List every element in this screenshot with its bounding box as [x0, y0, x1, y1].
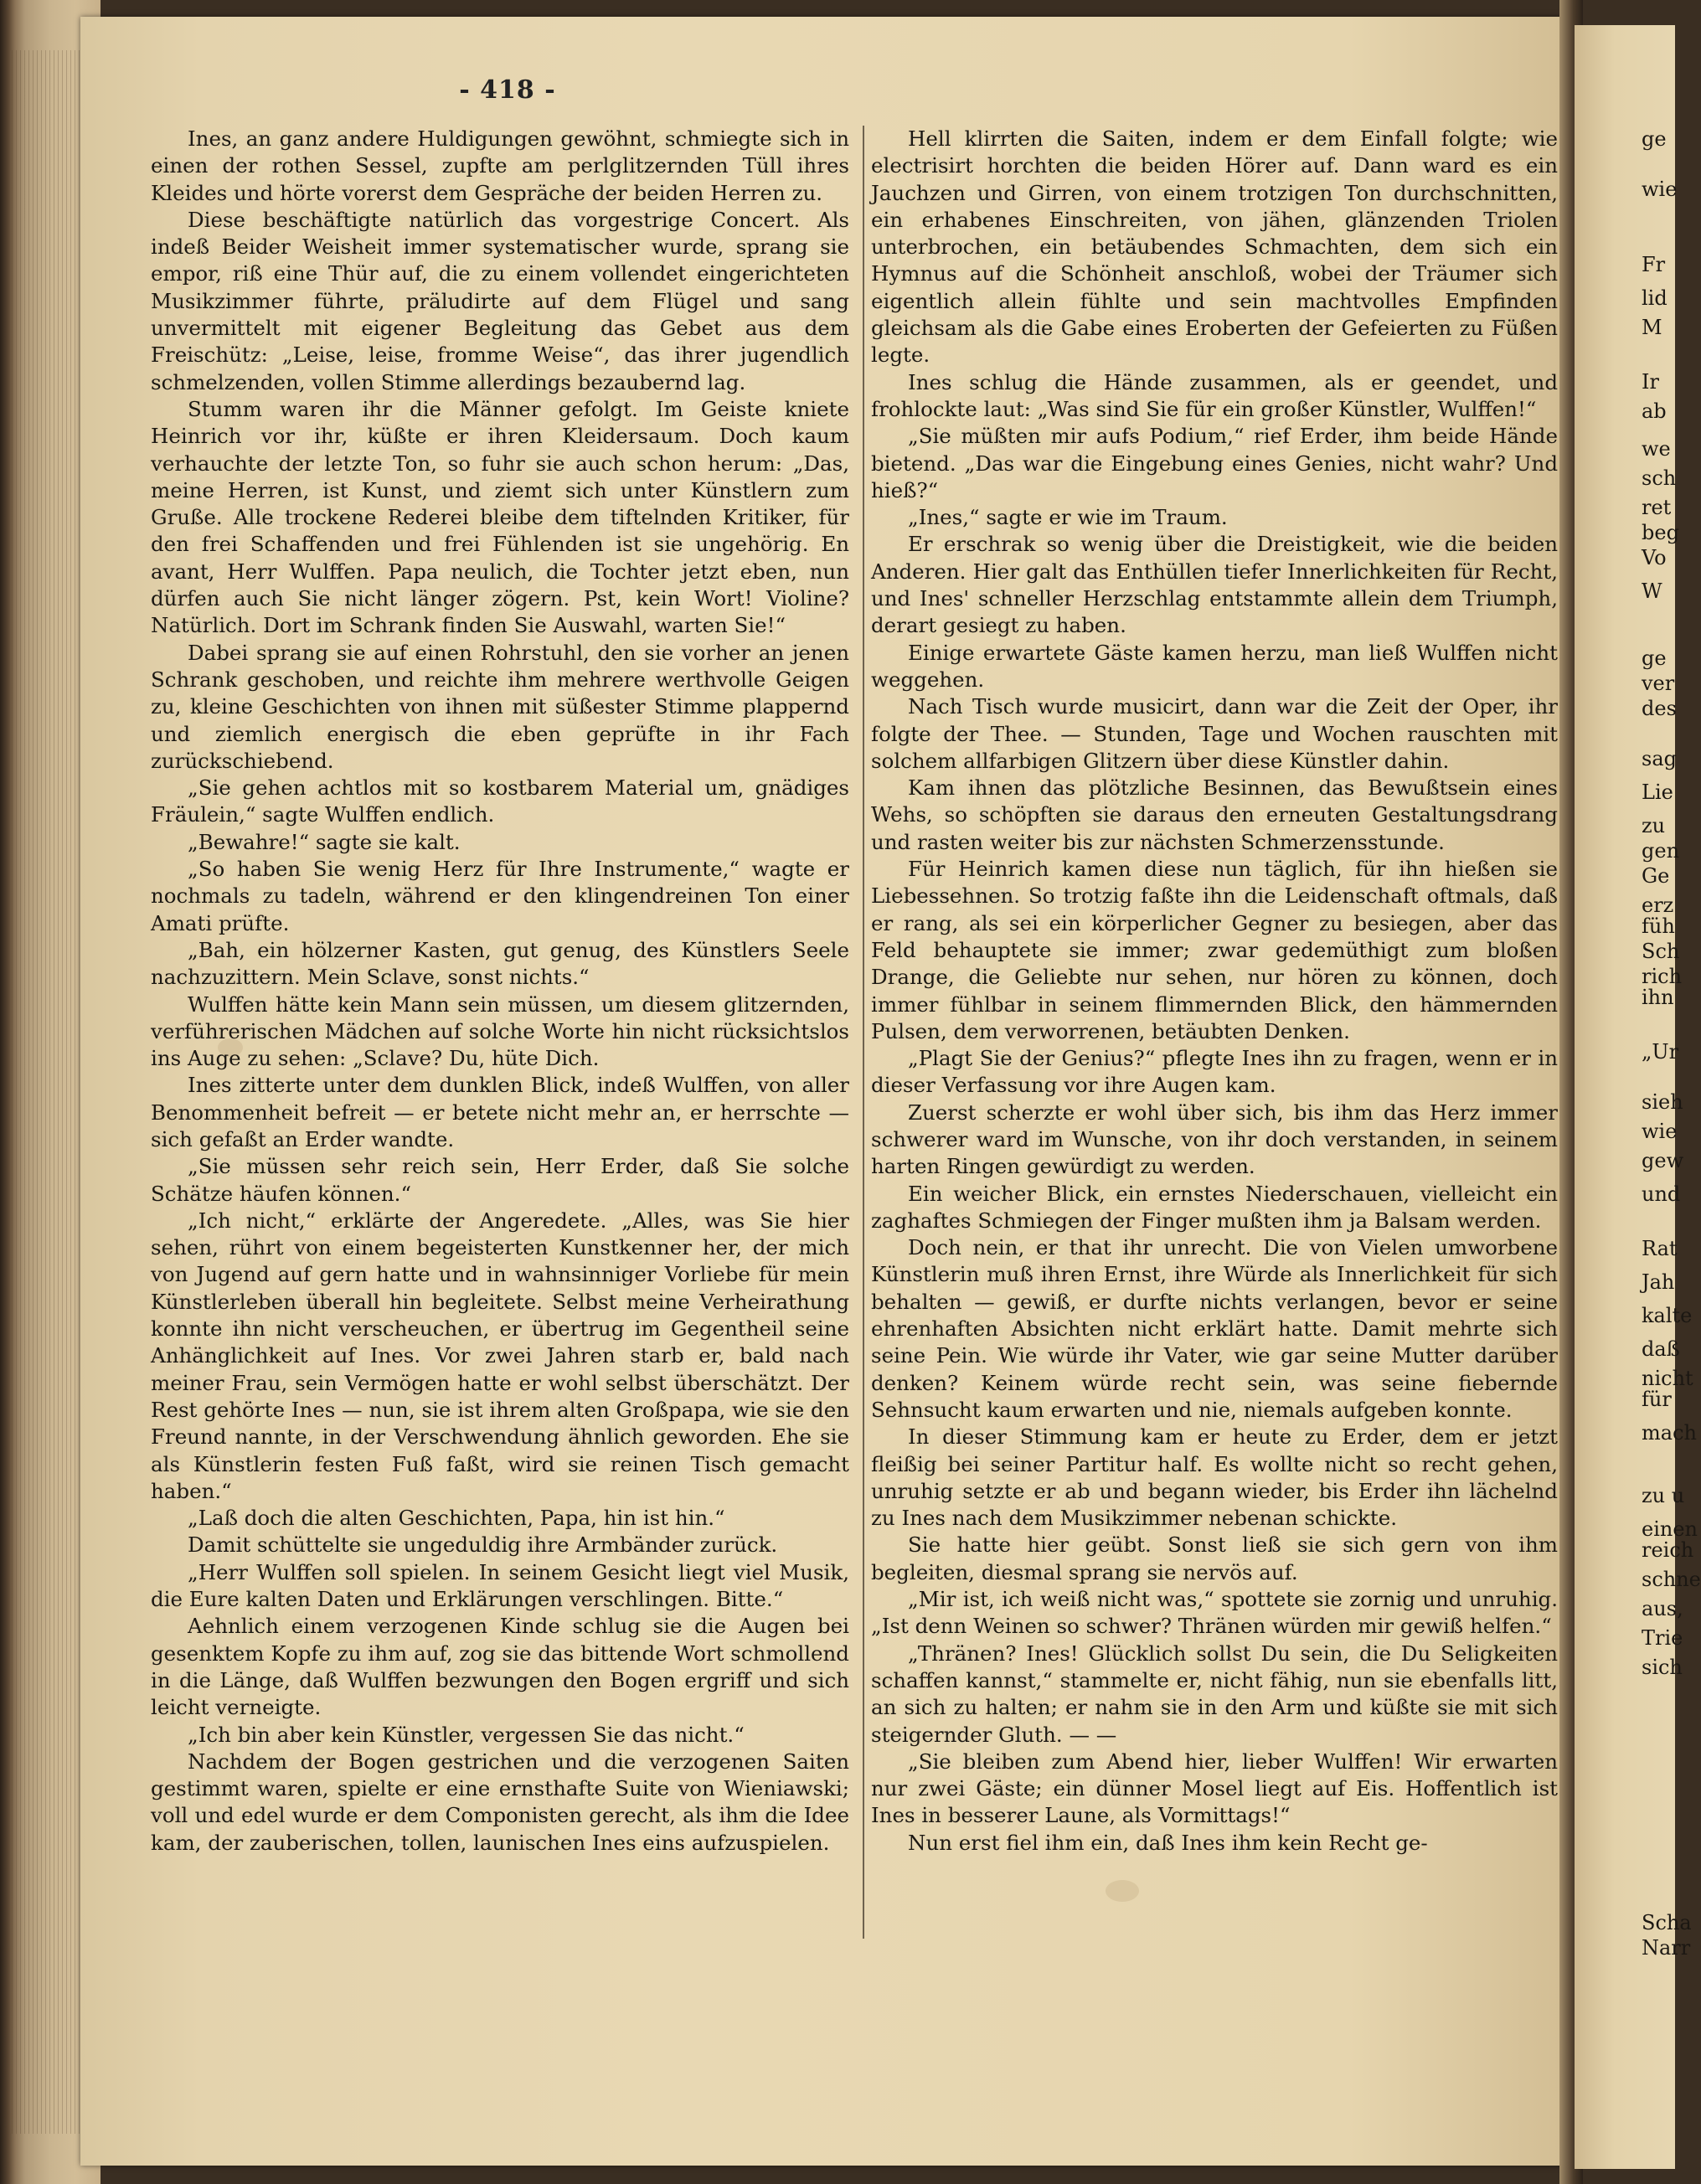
facing-page-text-fragment: nicht: [1642, 1367, 1693, 1390]
facing-page-text-fragment: we: [1642, 437, 1671, 461]
paragraph: In dieser Stimmung kam er heute zu Erder, dem er jetzt fleißig bei seiner Partitur half. Es wollte nicht so recht gehen, unruhig setzte er ab und begann wieder, bis Erder ihn lächelnd zu Ines nach dem Musikzimmer nebenan schickte.: [871, 1424, 1558, 1531]
facing-page-text-fragment: sch: [1642, 466, 1677, 490]
paragraph: „Bah, ein hölzerner Kasten, gut genug, des Künstlers Seele nachzuzittern. Mein Sclave, sonst nichts.“: [151, 937, 849, 990]
paragraph: „Mir ist, ich weiß nicht was,“ spottete sie zornig und unruhig. „Ist denn Weinen so schwer? Thränen würden mir gewiß helfen.“: [871, 1587, 1558, 1639]
paragraph: Wulffen hätte kein Mann sein müssen, um diesem glitzernden, verführerischen Mädchen auf solche Worte hin nicht rücksichtslos ins Auge zu sehen: „Sclave? Du, hüte Dich.: [151, 992, 849, 1071]
paragraph: Einige erwartete Gäste kamen herzu, man ließ Wulffen nicht weggehen.: [871, 640, 1558, 692]
facing-page-text-fragment: Sch: [1642, 940, 1680, 963]
facing-page-text-fragment: sag: [1642, 747, 1677, 770]
text-column-left: [151, 126, 849, 1857]
facing-page-text-fragment: erz: [1642, 894, 1674, 917]
paragraph: Ines zitterte unter dem dunklen Blick, indeß Wulffen, von aller Benommenheit befreit — er betete nicht mehr an, er herrschte — sich gefaßt an Erder wandte.: [151, 1073, 849, 1151]
facing-page-text-fragment: schne: [1642, 1568, 1701, 1591]
facing-page-text-fragment: für: [1642, 1388, 1672, 1411]
paragraph: Ines, an ganz andere Huldigungen gewöhnt, schmiegte sich in einen der rothen Sessel, zupfte am perlglitzernden Tüll ihres Kleides und hörte vorerst dem Gespräche der beiden Herren zu.: [151, 126, 849, 205]
paragraph: Ines schlug die Hände zusammen, als er geendet, und frohlockte laut: „Was sind Sie für ein großer Künstler, Wulffen!“: [871, 369, 1558, 421]
paragraph: Sie hatte hier geübt. Sonst ließ sie sich gern von ihm begleiten, diesmal sprang sie nervös auf.: [871, 1532, 1558, 1584]
paragraph: „Plagt Sie der Genius?“ pflegte Ines ihn zu fragen, wenn er in dieser Verfassung vor ihre Augen kam.: [871, 1046, 1558, 1098]
paragraph: Dabei sprang sie auf einen Rohrstuhl, den sie vorher an jenen Schrank geschoben, und reichte ihm mehrere werthvolle Geigen zu, kleine Geschichten von ihnen mit süßester Stimme plappernd und ziemlich energisch die eben geprüfte in ihr Fach zurückschiebend.: [151, 640, 849, 773]
facing-page-text-fragment: Narr: [1642, 1936, 1691, 1960]
paragraph: „Laß doch die alten Geschichten, Papa, hin ist hin.“: [188, 1506, 725, 1531]
paragraph: „Ich nicht,“ erklärte der Angeredete. „Alles, was Sie hier sehen, rührt von einem begeisterten Kunstkenner her, der mich von Jugend auf gern hatte und in wahnsinniger Vorliebe für mein Künstlerleben überall hin begleitete. Selbst meine Verheirathung konnte ihn nicht verscheuchen, er übertrug im Gegentheil seine Anhänglichkeit auf Ines. Vor zwei Jahren starb er, bald nach meiner Frau, sein Vermögen hatte er wohl selbst überschätzt. Der Rest gehörte Ines — nun, sie ist ihrem alten Großpapa, wie sie den Freund nannte, in der Verschwendung ähnlich geworden. Ehe sie als Künstlerin festen Fuß faßt, wird sie reinen Tisch gemacht haben.“: [151, 1208, 849, 1503]
paragraph: Nun erst fiel ihm ein, daß Ines ihm kein Recht ge-: [908, 1830, 1428, 1855]
facing-page-text-fragment: Rat: [1642, 1237, 1678, 1260]
facing-page-text-fragment: Ir: [1642, 370, 1659, 394]
facing-page-text-fragment: einen: [1642, 1517, 1698, 1541]
paragraph: Ein weicher Blick, ein ernstes Niederschauen, vielleicht ein zaghaftes Schmiegen der Finger mußten ihm ja Balsam werden.: [871, 1181, 1558, 1233]
facing-page-text-fragment: ver: [1642, 672, 1675, 695]
paper-stain: [1106, 1880, 1139, 1902]
facing-page-text-fragment: beg: [1642, 521, 1679, 544]
paragraph: Nach Tisch wurde musicirt, dann war die Zeit der Oper, ihr folgte der Thee. — Stunden, Tage und Wochen rauschten mit solchem allfarbigen Glitzern über diese Künstler dahin.: [871, 694, 1558, 773]
paragraph: „So haben Sie wenig Herz für Ihre Instrumente,“ wagte er nochmals zu tadeln, während er den klingendreinen Ton einer Amati prüfte.: [151, 857, 849, 935]
paragraph: Stumm waren ihr die Männer gefolgt. Im Geiste kniete Heinrich vor ihr, küßte er ihren Kleidersaum. Doch kaum verhauchte der letzte Ton, so fuhr sie auch schon herum: „Das, meine Herren, ist Kunst, und ziemt sich unter Künstlern zum Gruße. Alle trockene Rederei bleibe dem tiftelnden Kritiker, für den frei Schaffenden und frei Fühlenden ist sie ungehörig. En avant, Herr Wulffen. Papa neulich, die Tochter jetzt eben, nun dürfen auch Sie nicht länger zögern. Pst, kein Wort! Violine? Natürlich. Dort im Schrank finden Sie Auswahl, warten Sie!“: [151, 396, 849, 638]
paragraph: „Sie gehen achtlos mit so kostbarem Material um, gnädiges Fräulein,“ sagte Wulffen endlich.: [151, 775, 849, 827]
facing-page-text-fragment: gew: [1642, 1149, 1684, 1172]
facing-page-text-fragment: gen: [1642, 839, 1680, 863]
facing-page-text-fragment: rich: [1642, 965, 1683, 988]
paragraph: „Herr Wulffen soll spielen. In seinem Gesicht liegt viel Musik, die Eure kalten Daten und Erklärungen verschlingen. Bitte.“: [151, 1559, 849, 1612]
paragraph: „Bewahre!“ sagte sie kalt.: [188, 829, 461, 854]
facing-page-text-fragment: Ge: [1642, 864, 1670, 888]
facing-page-text-fragment: und: [1642, 1182, 1681, 1206]
paragraph: Diese beschäftigte natürlich das vorgestrige Concert. Als indeß Beider Weisheit immer systematischer wurde, sprang sie empor, riß eine Thür auf, die zu einem vollendet eingerichteten Musikzimmer führte, präludirte auf dem Flügel und sang unvermittelt mit eigener Begleitung das Gebet aus dem Freischütz: „Leise, leise, fromme Weise“, das ihrer jugendlich schmelzenden, vollen Stimme allerdings bezaubernd lag.: [151, 207, 849, 394]
paragraph: Er erschrak so wenig über die Dreistigkeit, wie die beiden Anderen. Hier galt das Enthüllen tiefer Innerlichkeiten für Recht, und Ines' schneller Herzschlag entstammte allein dem Triumph, derart gesiegt zu haben.: [871, 532, 1558, 638]
paragraph: Für Heinrich kamen diese nun täglich, für ihn hießen sie Liebessehnen. So trotzig faßte ihn die Leidenschaft oftmals, daß er rang, als sei ein körperlicher Gegner zu besiegen, aber das Feld behauptete sie immer; zwar gedemüthigt zum bloßen Drange, die Geliebte nur sehen, nur hören zu können, doch immer fühlbar in seinem flimmernden Blick, den hämmernden Pulsen, dem verworrenen, betäubten Denken.: [871, 857, 1558, 1043]
facing-page-text-fragment: ihn: [1642, 986, 1674, 1009]
facing-page-text-fragment: sich: [1642, 1656, 1683, 1679]
facing-page-text-fragment: des: [1642, 697, 1677, 720]
facing-page-text-fragment: Fr: [1642, 253, 1666, 276]
page-number: - 418 -: [459, 75, 556, 105]
paragraph: Zuerst scherzte er wohl über sich, bis ihm das Herz immer schwerer ward im Wunsche, von ihr doch verstanden, in seinem harten Ringen gewürdigt zu werden.: [871, 1100, 1558, 1179]
facing-page-text-fragment: M: [1642, 316, 1662, 339]
facing-page-text-fragment: füh: [1642, 914, 1675, 938]
facing-page-text-fragment: ge: [1642, 127, 1667, 151]
facing-page-text-fragment: Lie: [1642, 780, 1673, 804]
facing-page-text-fragment: Vo: [1642, 546, 1667, 569]
paragraph: „Sie müssen sehr reich sein, Herr Erder, daß Sie solche Schätze häufen können.“: [151, 1154, 849, 1206]
paragraph: Kam ihnen das plötzliche Besinnen, das Bewußtsein eines Wehs, so schöpften sie daraus den erneuten Gestaltungsdrang und rasten weiter bis zur nächsten Schmerzensstunde.: [871, 775, 1558, 854]
facing-page-text-fragment: kalte: [1642, 1304, 1693, 1327]
facing-page-text-fragment: zu: [1642, 814, 1666, 837]
facing-page-text-fragment: ab: [1642, 399, 1667, 423]
column-divider: [863, 126, 864, 1939]
facing-page-text-fragment: „Ur: [1642, 1040, 1679, 1064]
facing-page-text-fragment: mach: [1642, 1421, 1697, 1445]
facing-page-text-fragment: zu u: [1642, 1484, 1685, 1507]
facing-page-text-fragment: daß: [1642, 1337, 1680, 1361]
facing-page-text-fragment: wie: [1642, 1120, 1678, 1143]
facing-page-text-fragment: W: [1642, 579, 1662, 603]
paragraph: „Sie müßten mir aufs Podium,“ rief Erder, ihm beide Hände bietend. „Das war die Eingebung eines Genies, nicht wahr? Und hieß?“: [871, 424, 1558, 502]
paragraph: „Ines,“ sagte er wie im Traum.: [908, 505, 1228, 530]
paragraph: Doch nein, er that ihr unrecht. Die von Vielen umworbene Künstlerin muß ihren Ernst, ihre Würde als Innerlichkeit für sich behalten — gewiß, er durfte nichts verlangen, bevor er seine ehrenhaften Absichten nicht erklärt hatte. Damit mehrte sich seine Pein. Wie würde ihr Vater, wie gar seine Mutter darüber denken? Keinem würde recht sein, was seine fiebernde Sehnsucht kaum erwarten und nie, niemals aufgeben konnte.: [871, 1235, 1558, 1422]
facing-page-text-fragment: lid: [1642, 286, 1667, 310]
facing-page-text-fragment: wie: [1642, 178, 1678, 201]
facing-page-text-fragment: ge: [1642, 646, 1667, 670]
facing-page-text-fragment: reich: [1642, 1538, 1694, 1562]
facing-page-text-fragment: sieh: [1642, 1090, 1683, 1114]
paragraph: Aehnlich einem verzogenen Kinde schlug sie die Augen bei gesenktem Kopfe zu ihm auf, zog sie das bittende Wort schmollend in die Länge, daß Wulffen bezwungen den Bogen ergriff und sich leicht verneigte.: [151, 1614, 849, 1720]
paragraph: Nachdem der Bogen gestrichen und die verzogenen Saiten gestimmt waren, spielte er eine ernsthafte Suite von Wieniawski; voll und edel wurde er dem Componisten gerecht, als ihm die Idee kam, der zauberischen, tollen, launischen Ines eins aufzuspielen.: [151, 1749, 849, 1855]
facing-page-text-fragment: Jah: [1642, 1270, 1675, 1294]
text-column-right: [871, 126, 1558, 1857]
facing-page-text-fragment: Trie: [1642, 1626, 1683, 1650]
facing-page-text-fragment: Scha: [1642, 1911, 1692, 1934]
facing-page-text-fragment: aus,: [1642, 1597, 1683, 1620]
facing-page-text-fragment: ret: [1642, 496, 1672, 519]
paragraph: „Sie bleiben zum Abend hier, lieber Wulffen! Wir erwarten nur zwei Gäste; ein dünner Mosel liegt auf Eis. Hoffentlich ist Ines in besserer Laune, als Vormittags!“: [871, 1749, 1558, 1828]
paragraph: „Ich bin aber kein Künstler, vergessen Sie das nicht.“: [188, 1722, 745, 1747]
paragraph: Hell klirrten die Saiten, indem er dem Einfall folgte; wie electrisirt horchten die beiden Hörer auf. Dann ward es ein Jauchzen und Girren, von einem trotzigen Ton durchschnitten, ein erhabenes Einschreiten, von jähen, glänzenden Triolen unterbrochen, ein betäubendes Schmachten, dem sich ein Hymnus auf die Schönheit anschloß, wobei der Träumer sich eigentlich allein fühlte und sein machtvolles Empfinden gleichsam als die Gabe eines Eroberten der Gefeierten zu Füßen legte.: [871, 126, 1558, 368]
paragraph: „Thränen? Ines! Glücklich sollst Du sein, die Du Seligkeiten schaffen kannst,“ stammelte er, nicht fähig, nun sie ebenfalls litt, an sich zu halten; er nahm sie in den Arm und küßte sie mit sich steigernder Gluth. — —: [871, 1641, 1558, 1747]
paragraph: Damit schüttelte sie ungeduldig ihre Armbänder zurück.: [188, 1532, 778, 1558]
